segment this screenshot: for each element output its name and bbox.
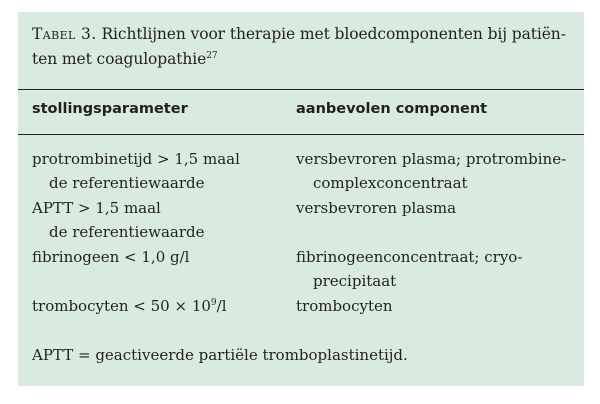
component-cell [296, 197, 576, 221]
parameter-line: fibrinogeen < 1,0 g/l [32, 248, 190, 266]
caption-text-line2: ten met coagulopathie [32, 50, 207, 68]
component-cell [296, 295, 576, 319]
parameter-cell [32, 148, 290, 195]
component-line: versbevroren plasma [296, 199, 457, 217]
parameter-prefix: trombocyten < 50 × 10 [32, 297, 211, 315]
parameter-cell [32, 197, 290, 244]
component-cell [296, 148, 576, 195]
parameter-line: de referentiewaarde [49, 173, 205, 192]
component-line: precipitaat [313, 271, 397, 290]
parameter-line: de referentiewaarde [49, 222, 205, 241]
column-header-parameter: stollingsparameter [32, 101, 188, 117]
parameter-exponent: 9 [210, 298, 217, 308]
table-box [18, 12, 584, 386]
component-cell [296, 246, 576, 293]
component-line: fibrinogeenconcentraat; cryo- [296, 248, 523, 266]
parameter-cell [32, 295, 290, 319]
component-line: versbevroren plasma; protrombine- [296, 150, 567, 168]
table-caption [32, 22, 572, 72]
caption-reference: 27 [206, 51, 218, 61]
parameter-line [32, 295, 290, 319]
parameter-suffix: /l [216, 297, 227, 315]
rule-top [18, 89, 584, 90]
column-header-component: aanbevolen component [296, 101, 488, 117]
component-line: complexconcentraat [313, 173, 468, 192]
table-footnote: APTT = geactiveerde partiële tromboplastinetijd. [32, 346, 408, 364]
caption-text-line1: Richtlijnen voor therapie met bloedcomponenten bij patiën- [101, 25, 566, 43]
rule-header [18, 134, 584, 135]
table-label: Tabel 3. [32, 25, 97, 43]
parameter-line: APTT > 1,5 maal [32, 199, 161, 217]
parameter-cell [32, 246, 290, 270]
component-line: trombocyten [296, 297, 393, 315]
parameter-line: protrombinetijd > 1,5 maal [32, 150, 240, 168]
